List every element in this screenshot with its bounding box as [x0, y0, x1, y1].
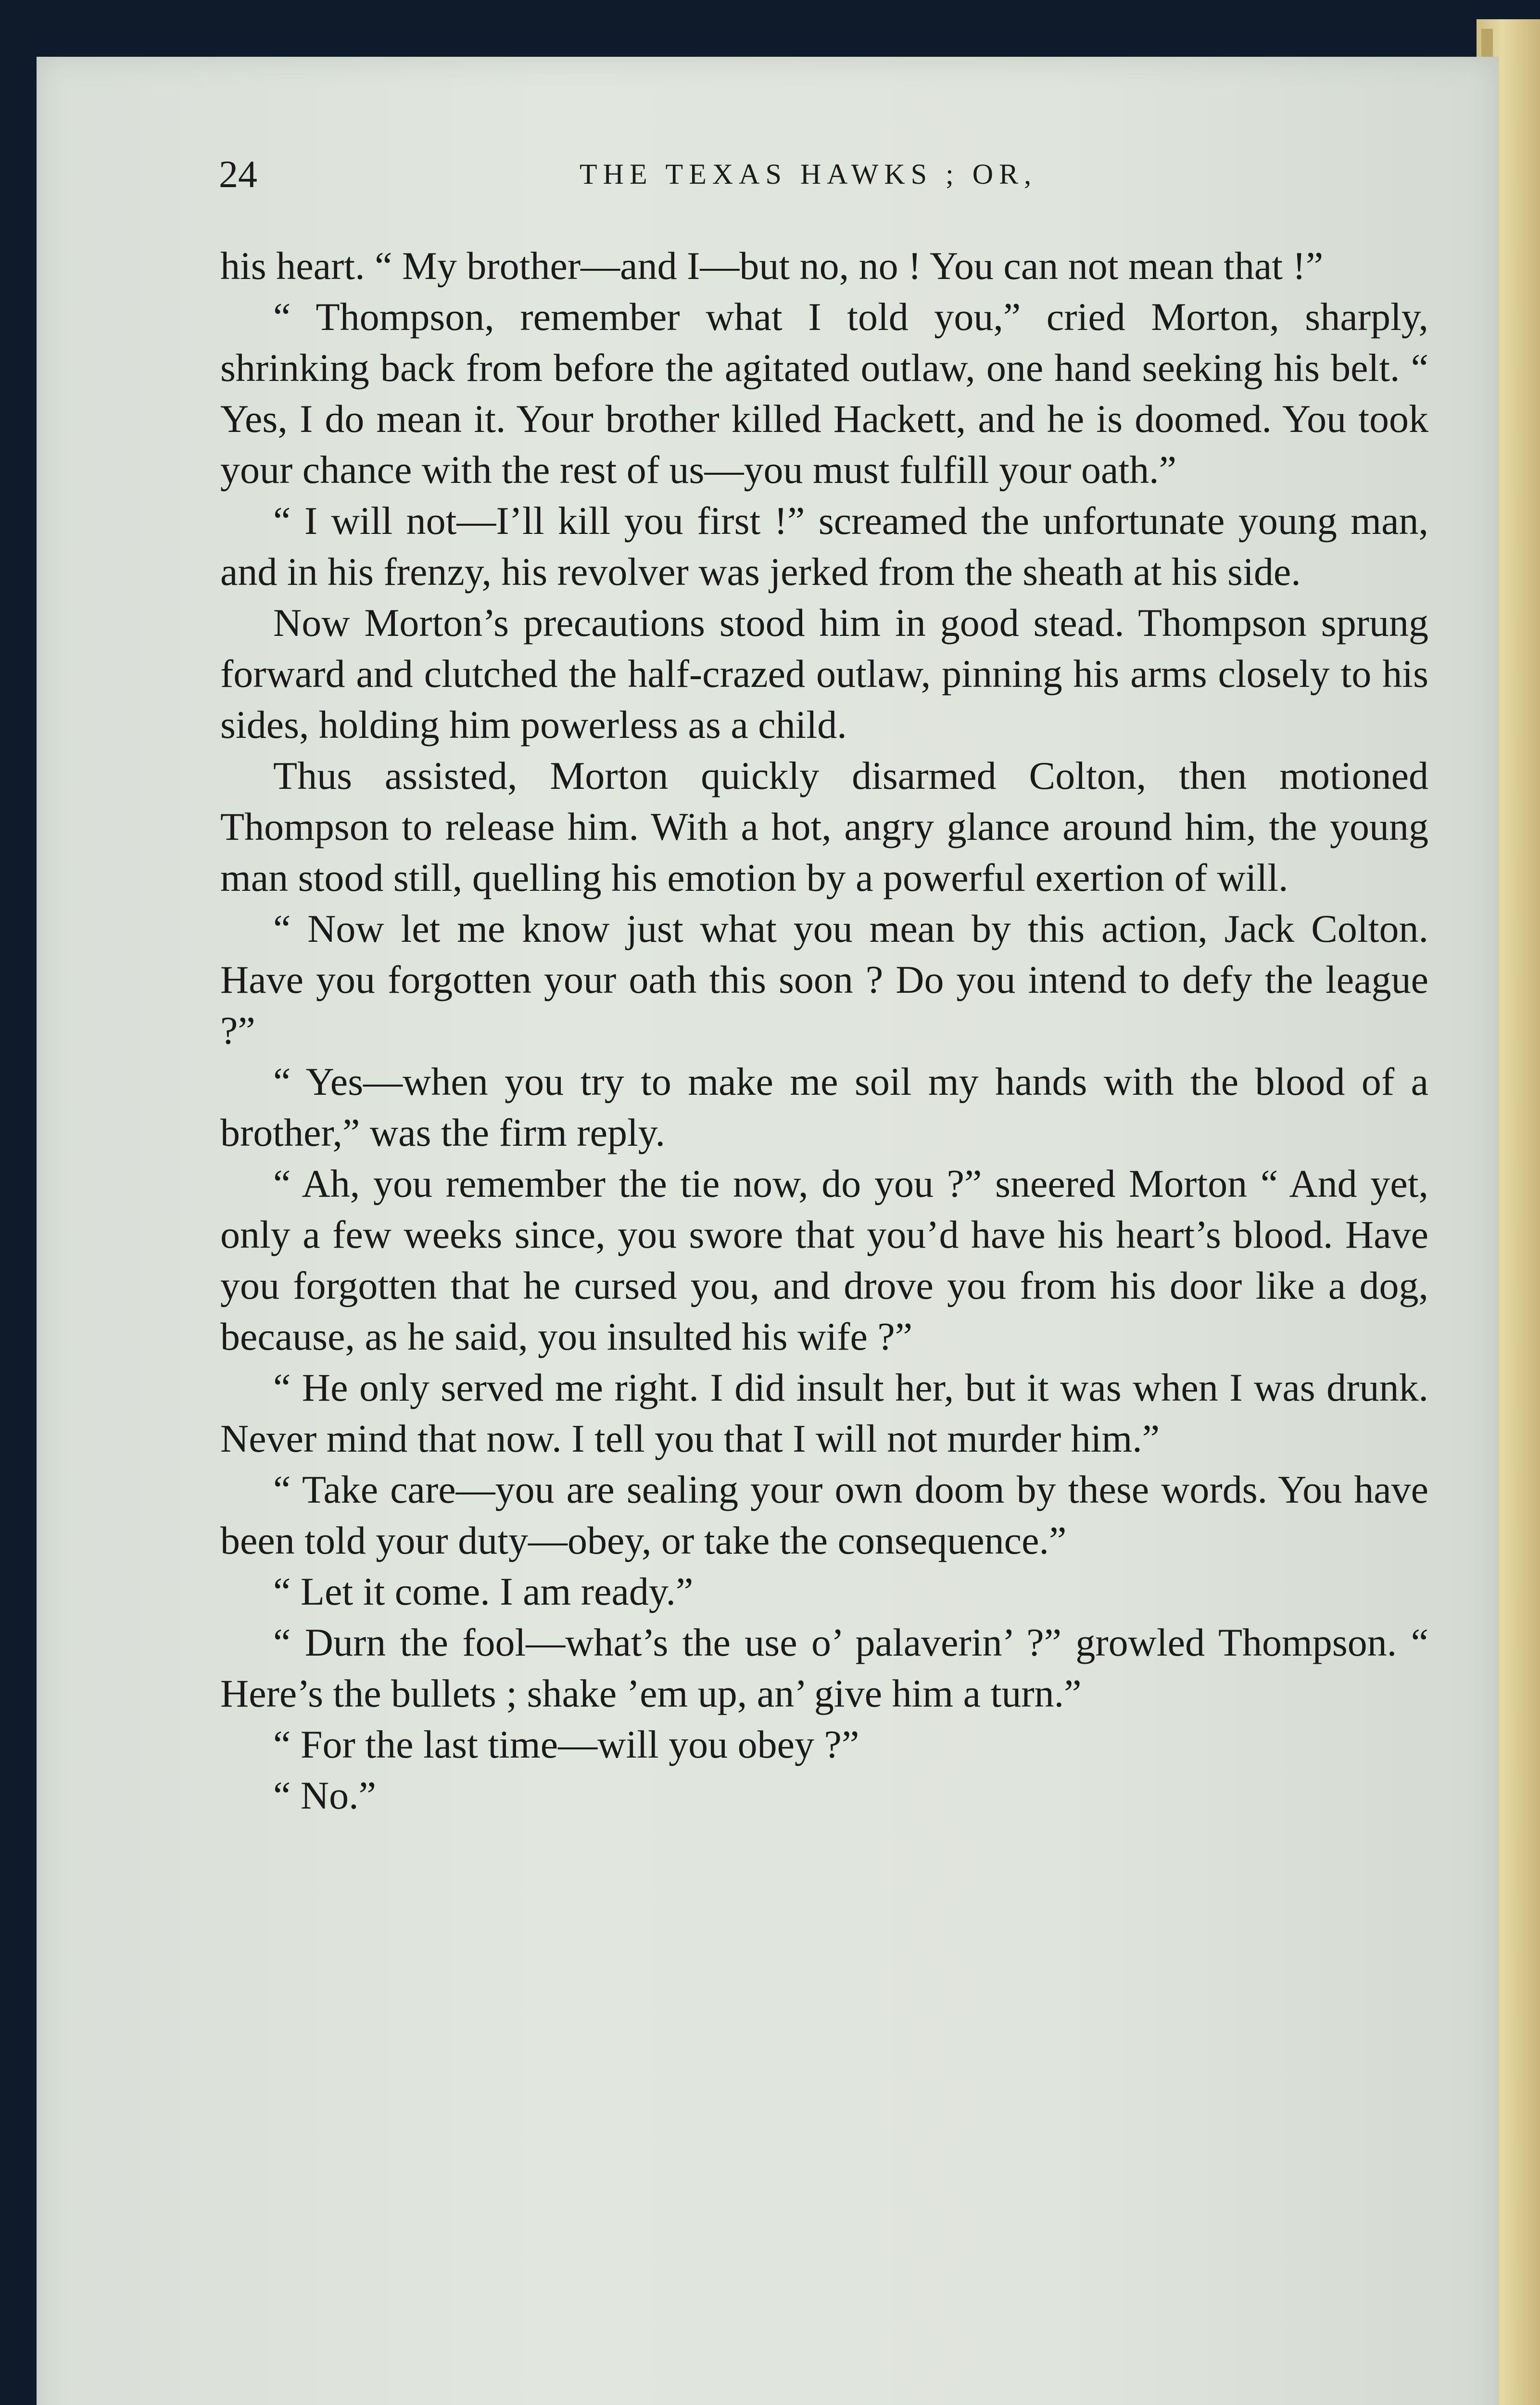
paragraph: “ I will not—I’ll kill you first !” screamed the unfortunate young man, and in his frenzy, his revolver was jerked from the sheath at his side. [220, 499, 1428, 594]
page-number: 24 [219, 153, 257, 196]
paragraph: “ Take care—you are sealing your own doom by these words. You have been told your duty—obey, or take the consequence.” [220, 1468, 1428, 1562]
body-text [220, 240, 1428, 1821]
paragraph: “ For the last time—will you obey ?” [273, 1722, 859, 1766]
paragraph: “ Now let me know just what you mean by this action, Jack Colton. Have you forgotten your oath this soon ? Do you intend to defy the league ?” [220, 907, 1428, 1052]
paragraph: “ Yes—when you try to make me soil my hands with the blood of a brother,” was the firm reply. [220, 1060, 1428, 1154]
paragraph: “ Let it come. I am ready.” [273, 1570, 694, 1613]
running-head-title: THE TEXAS HAWKS ; OR, [580, 158, 1037, 190]
paragraph: “ No.” [273, 1773, 377, 1817]
paragraph: “ Ah, you remember the tie now, do you ?” sneered Morton “ And yet, only a few weeks since, you swore that you’d have his heart’s blood. Have you forgotten that he cursed you, and drove you from his door like a dog, because, as he said, you insulted his wife ?” [220, 1162, 1428, 1358]
paragraph: Thus assisted, Morton quickly disarmed Colton, then motioned Thompson to release him. With a hot, angry glance around him, the young man stood still, quelling his emotion by a powerful exertion of will. [220, 754, 1428, 899]
paragraph: Now Morton’s precautions stood him in good stead. Thompson sprung forward and clutched the half-crazed outlaw, pinning his arms closely to his sides, holding him powerless as a child. [220, 601, 1428, 747]
paragraph: “ He only served me right. I did insult her, but it was when I was drunk. Never mind that now. I tell you that I will not murder him.” [220, 1366, 1428, 1460]
paragraph: “ Thompson, remember what I told you,” cried Morton, sharply, shrinking back from before the agitated outlaw, one hand seeking his belt. “ Yes, I do mean it. Your brother killed Hackett, and he is doomed. You took your chance with the rest of us—you must fulfill your oath.” [220, 295, 1428, 492]
paragraph: his heart. “ My brother—and I—but no, no ! You can not mean that !” [220, 244, 1324, 288]
paragraph: “ Durn the fool—what’s the use o’ palaverin’ ?” growled Thompson. “ Here’s the bullets ; shake ’em up, an’ give him a turn.” [220, 1620, 1428, 1715]
